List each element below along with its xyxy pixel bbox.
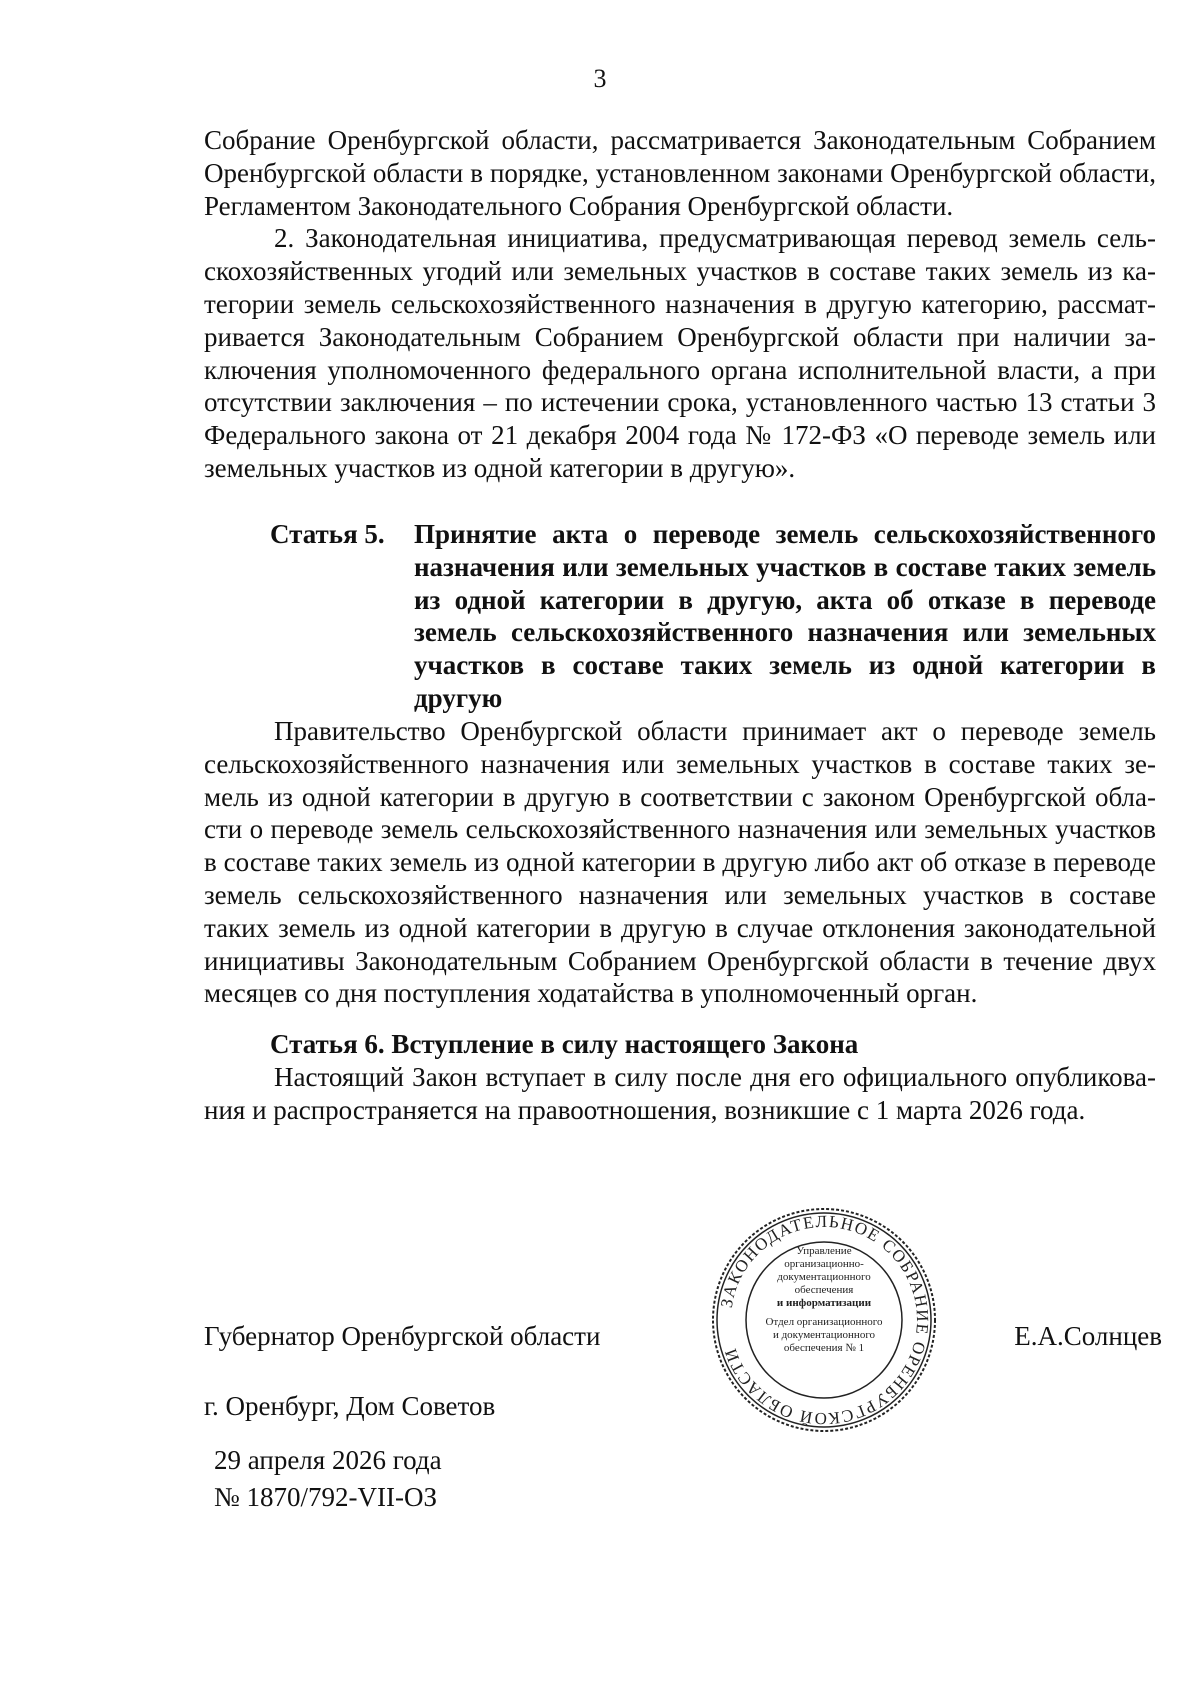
- article5-body: [204, 715, 1156, 1010]
- seal-inner-line: документационного: [777, 1271, 871, 1283]
- seal-inner-text: [709, 1205, 939, 1435]
- paragraph-2: 2. Законодательная инициатива, предусматривающая перевод земель сельскохозяйственных угодий или земельных участков в составе таких земель из категории земель сельскохозяйственного назначения в другую категорию, рассматривается Законодательным Собранием Оренбургской области при наличии заключения уполномоченного федерального органа исполнительной власти, а при отсутствии заключения – по истечении срока, установленного частью 13 статьи 3 Федерального закона от 21 декабря 2004 года № 172-ФЗ «О переводе земель или земельных участков из одной категории в другую».: [204, 223, 1156, 483]
- signing-place: г. Оренбург, Дом Советов: [204, 1391, 496, 1421]
- seal-inner-line: обеспечения: [794, 1284, 854, 1296]
- article5-title: Принятие акта о переводе земель сельскохозяйственного назначения или земельных участков в составе таких земель из одной категории в другую, акта об отказе в переводе земель сельскохозяйственного назначения или земельных участков в составе таких земель из одной категории в другую: [414, 519, 1156, 713]
- seal-inner-line: и документационного: [772, 1329, 876, 1341]
- seal-inner-line: обеспечения № 1: [783, 1342, 865, 1354]
- seal-inner-line: и информатизации: [776, 1297, 872, 1309]
- seal-inner-line: Отдел организационного: [765, 1316, 883, 1328]
- signing-date: 29 апреля 2026 года: [214, 1445, 442, 1475]
- svg-text:ЗАКОНОДАТЕЛЬНОЕ СОБРАНИЕ ОРЕНБ: ЗАКОНОДАТЕЛЬНОЕ СОБРАНИЕ ОРЕНБУРГСКОЙ ОБЛАСТИ: [716, 1211, 933, 1429]
- article6-body: [204, 1061, 1156, 1127]
- article6-heading: Статья 6. Вступление в силу настоящего Закона: [270, 1029, 859, 1059]
- paragraph-1-continuation: Собрание Оренбургской области, рассматривается Законодательным Собранием Оренбургской области в порядке, установленном законами Оренбургской области, Регламентом Законодательного Собрания Оренбургской области.: [204, 125, 1156, 221]
- law-number: № 1870/792-VII-ОЗ: [214, 1482, 438, 1512]
- article5-heading: [204, 518, 1156, 715]
- article6-text: Настоящий Закон вступает в силу после дня его официального опубликования и распространяется на правоотношения, возникшие с 1 марта 2026 года.: [204, 1062, 1156, 1125]
- article4-continuation: [204, 124, 1156, 485]
- seal-inner-line: организационно-: [784, 1258, 864, 1270]
- signatory-title: Губернатор Оренбургской области: [204, 1321, 601, 1351]
- page-number: 3: [593, 64, 607, 93]
- article5-text: Правительство Оренбургской области принимает акт о переводе земель сельскохозяйственного назначения или земельных участков в составе таких земель из одной категории в другую в соответствии с законом Оренбургской области о переводе земель сельскохозяйственного назначения или земельных участков в составе таких земель из одной категории в другую либо акт об отказе в переводе земель сельскохозяйственного назначения или земельных участков в составе таких земель из одной категории в другую в случае отклонения законодательной инициативы Законодательным Собранием Оренбургской области в течение двух месяцев со дня поступления ходатайства в уполномоченный орган.: [204, 716, 1156, 1009]
- article5-label: Статья 5.: [270, 519, 385, 549]
- signatory-name: Е.А.Солнцев: [1014, 1321, 1162, 1351]
- official-seal-stamp: [709, 1205, 939, 1435]
- seal-inner-line: Управление: [796, 1245, 852, 1257]
